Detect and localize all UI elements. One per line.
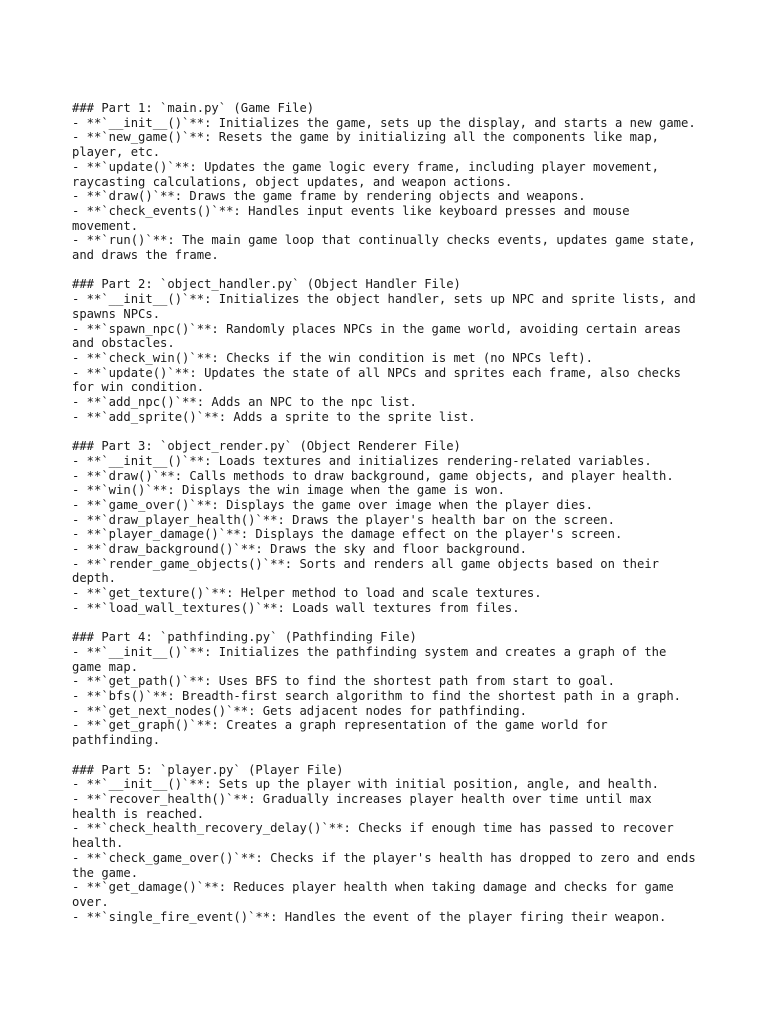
list-item: - **`add_sprite()`**: Adds a sprite to the sprite list. bbox=[72, 409, 476, 424]
section-part-4 bbox=[72, 630, 702, 748]
list-item: - **`draw_player_health()`**: Draws the player's health bar on the screen. bbox=[72, 512, 615, 527]
section-heading: ### Part 3: `object_render.py` (Object Renderer File) bbox=[72, 439, 461, 454]
list-item: - **`draw()`**: Calls methods to draw background, game objects, and player health. bbox=[72, 468, 674, 483]
section-heading: ### Part 1: `main.py` (Game File) bbox=[72, 101, 315, 115]
list-item: - **`update()`**: Updates the game logic every frame, including player movement, raycasting calculations, object updates, and weapon actions. bbox=[72, 159, 667, 189]
list-item: - **`game_over()`**: Displays the game over image when the player dies. bbox=[72, 497, 593, 512]
list-item: - **`new_game()`**: Resets the game by initializing all the components like map, player, etc. bbox=[72, 130, 667, 160]
list-item: - **`spawn_npc()`**: Randomly places NPCs in the game world, avoiding certain areas and obstacles. bbox=[72, 321, 689, 351]
list-item: - **`render_game_objects()`**: Sorts and renders all game objects based on their depth. bbox=[72, 556, 667, 586]
list-item: - **`single_fire_event()`**: Handles the event of the player firing their weapon. bbox=[72, 909, 667, 924]
section-part-3 bbox=[72, 439, 702, 615]
list-item: - **`draw()`**: Draws the game frame by rendering objects and weapons. bbox=[72, 189, 586, 204]
list-item: - **`bfs()`**: Breadth-first search algorithm to find the shortest path in a graph. bbox=[72, 689, 682, 704]
list-item: - **`draw_background()`**: Draws the sky and floor background. bbox=[72, 542, 527, 557]
list-item: - **`check_events()`**: Handles input events like keyboard presses and mouse movement. bbox=[72, 203, 637, 233]
section-heading: ### Part 4: `pathfinding.py` (Pathfinding File) bbox=[72, 630, 417, 645]
list-item: - **`get_damage()`**: Reduces player health when taking damage and checks for game over. bbox=[72, 880, 682, 909]
list-item: - **`__init__()`**: Loads textures and initializes rendering-related variables. bbox=[72, 453, 652, 468]
list-item: - **`__init__()`**: Initializes the pathfinding system and creates a graph of the game map. bbox=[72, 644, 674, 674]
list-item: - **`check_health_recovery_delay()`**: Checks if enough time has passed to recover health. bbox=[72, 821, 682, 851]
list-item: - **`win()`**: Displays the win image when the game is won. bbox=[72, 483, 505, 498]
document-page bbox=[72, 101, 702, 939]
list-item: - **`__init__()`**: Sets up the player with initial position, angle, and health. bbox=[72, 777, 659, 792]
section-heading: ### Part 5: `player.py` (Player File) bbox=[72, 762, 344, 777]
section-part-2 bbox=[72, 277, 702, 424]
list-item: - **`get_next_nodes()`**: Gets adjacent nodes for pathfinding. bbox=[72, 703, 527, 718]
section-part-5 bbox=[72, 763, 702, 925]
list-item: - **`player_damage()`**: Displays the damage effect on the player's screen. bbox=[72, 527, 623, 542]
section-part-1 bbox=[72, 101, 702, 263]
list-item: - **`__init__()`**: Initializes the object handler, sets up NPC and sprite lists, and spawns NPCs. bbox=[72, 292, 704, 321]
list-item: - **`recover_health()`**: Gradually increases player health over time until max health is reached. bbox=[72, 791, 660, 821]
list-item: - **`run()`**: The main game loop that continually checks events, updates game state, and draws the frame. bbox=[72, 233, 704, 263]
list-item: - **`check_win()`**: Checks if the win condition is met (no NPCs left). bbox=[72, 350, 593, 365]
list-item: - **`get_graph()`**: Creates a graph representation of the game world for pathfinding. bbox=[72, 718, 615, 748]
list-item: - **`update()`**: Updates the state of all NPCs and sprites each frame, also checks for win condition. bbox=[72, 365, 689, 395]
list-item: - **`add_npc()`**: Adds an NPC to the npc list. bbox=[72, 395, 417, 410]
list-item: - **`check_game_over()`**: Checks if the player's health has dropped to zero and ends the game. bbox=[72, 850, 704, 880]
list-item: - **`get_texture()`**: Helper method to load and scale textures. bbox=[72, 586, 542, 601]
section-heading: ### Part 2: `object_handler.py` (Object Handler File) bbox=[72, 277, 461, 292]
list-item: - **`__init__()`**: Initializes the game, sets up the display, and starts a new game. bbox=[72, 115, 696, 130]
list-item: - **`load_wall_textures()`**: Loads wall textures from files. bbox=[72, 600, 520, 615]
list-item: - **`get_path()`**: Uses BFS to find the shortest path from start to goal. bbox=[72, 674, 615, 689]
